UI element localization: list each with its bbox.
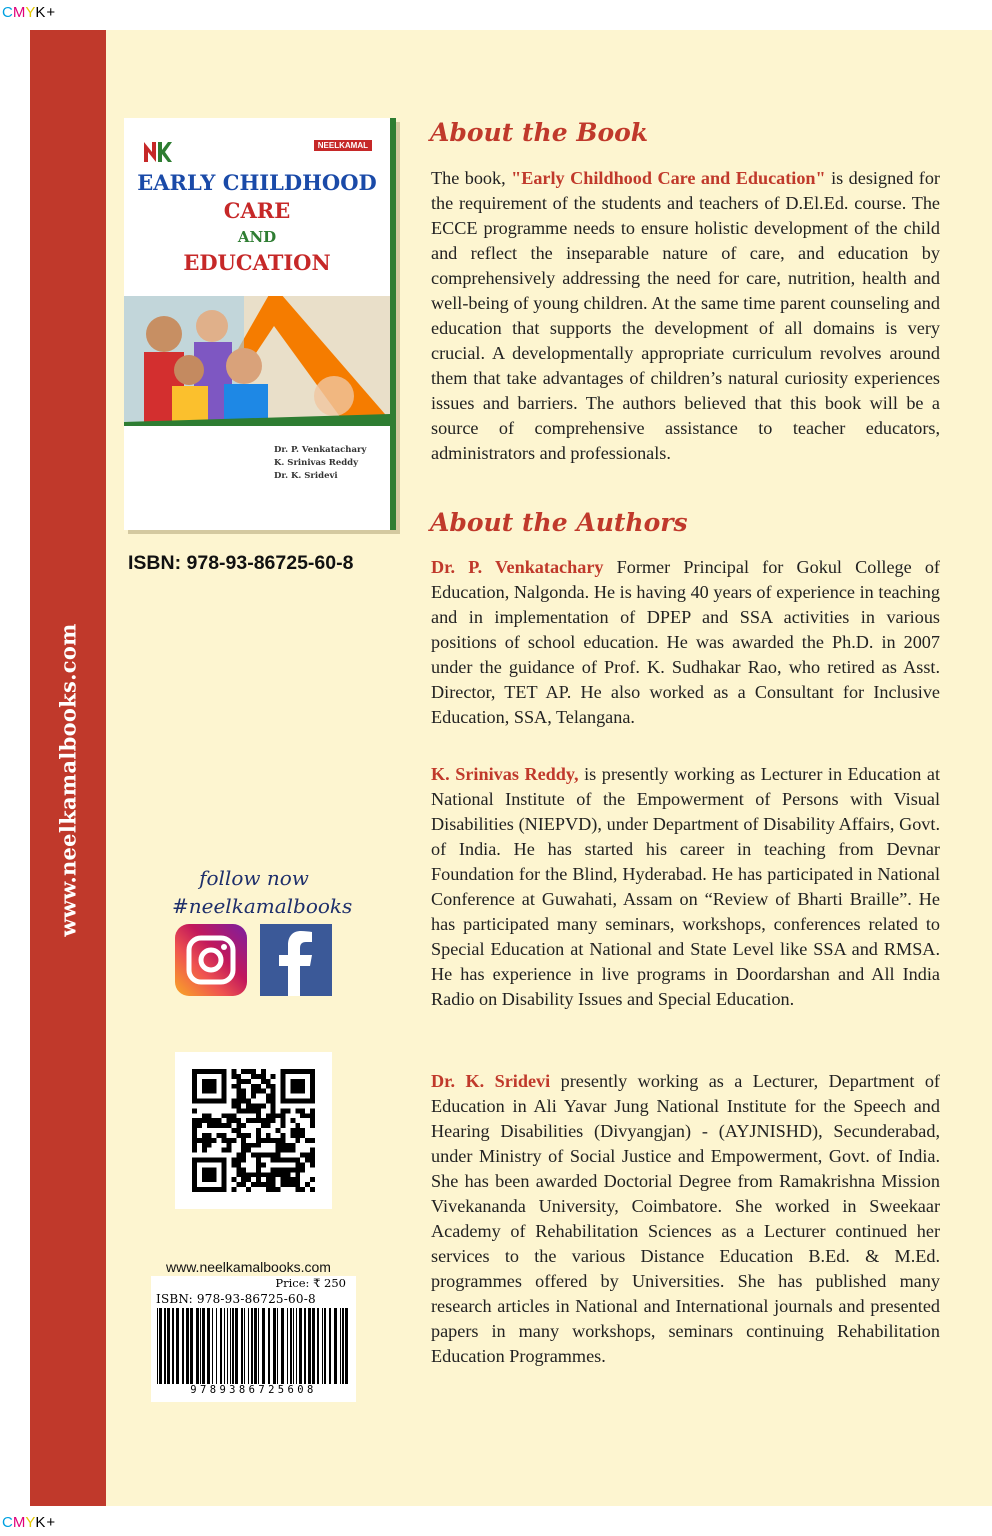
cover-author: K. Srinivas Reddy <box>274 458 359 468</box>
instagram-icon <box>175 924 247 996</box>
cover-title-line4: EDUCATION <box>183 250 331 275</box>
barcode-isbn: ISBN: 978-93-86725-60-8 <box>156 1292 316 1306</box>
author-name: K. Srinivas Reddy, <box>431 764 579 784</box>
book-cover-thumbnail <box>124 118 396 530</box>
follow-block <box>172 864 353 920</box>
registration-mark-top <box>2 4 55 22</box>
book-title-quote: "Early Childhood Care and Education" <box>511 168 826 188</box>
cover-author: Dr. P. Venkatachary <box>274 445 367 455</box>
price-label: Price: ₹ 250 <box>275 1276 346 1290</box>
reg-c: C <box>2 4 13 21</box>
registration-mark-bottom <box>2 1514 55 1532</box>
author-bio-text: is presently working as Lecturer in Education at National Institute of the Empowerment of Persons with Visual Disabilities (NIEPVD), under Department of Disability Affairs, Govt. of India. He has started his career in teaching from Devnar Foundation for the Blind, Hyderabad. He has participated in National Conference at Guwahati, Assam on “Review of Bharti Braille”. He has participated many seminars, workshops, conferences related to Special Education at National and State Level like SSA and RMSA. He has experience in live programs in Doordarshan and All India Radio on Disability Issues and Special Education. <box>431 764 940 1009</box>
spine-website-url: www.neelkamalbooks.com <box>55 623 81 937</box>
cover-children-photo <box>124 296 390 426</box>
author-name: Dr. P. Venkatachary <box>431 557 604 577</box>
reg-y: Y <box>25 4 36 21</box>
crosshair-mark: + <box>46 4 56 21</box>
author-name: Dr. K. Sridevi <box>431 1071 551 1091</box>
qr-code <box>175 1052 332 1209</box>
cover-authors-list <box>274 444 366 483</box>
isbn-label: ISBN: 978-93-86725-60-8 <box>128 552 354 574</box>
reg-y: Y <box>25 1514 36 1531</box>
author-bio <box>431 762 940 1012</box>
about-book-text <box>431 166 940 466</box>
author-bio <box>431 1069 940 1369</box>
cover-title-line1: EARLY CHILDHOOD <box>137 170 377 195</box>
barcode-box <box>151 1276 356 1402</box>
reg-m: M <box>12 1514 26 1531</box>
neelkamal-logo-icon <box>142 138 172 164</box>
crosshair-mark: + <box>46 1514 56 1531</box>
cover-edge-stripe <box>390 118 396 530</box>
barcode-bars <box>151 1308 356 1384</box>
reg-k: K <box>35 4 46 21</box>
barcode-website-url: www.neelkamalbooks.com <box>166 1259 331 1275</box>
cover-title-line3: AND <box>237 228 277 246</box>
author-bio-text: Former Principal for Gokul College of Education, Nalgonda. He is having 40 years of experience in teaching and in implementation of DPEP and SSA activities in various positions of school education. He was awarded the Ph.D. in 2007 under the guidance of Prof. K. Sudhakar Rao, who retired as Asst. Director, TET AP. He also worked as a Consultant for Inclusive Education, SSA, Telangana. <box>431 557 940 727</box>
about-book-heading: About the Book <box>430 118 649 147</box>
follow-now-text: follow now <box>199 866 309 890</box>
cover-title-line2: CARE <box>223 198 291 223</box>
barcode-digits: 9789386725608 <box>190 1384 317 1396</box>
reg-c: C <box>2 1514 13 1531</box>
author-bio <box>431 555 940 730</box>
about-book-body: is designed for the requirement of the students and teachers of D.El.Ed. course. The ECCE programme needs to ensure holistic development of the child and reflect the inseparable nature of care, and education by comprehensively addressing the need for care, nutrition, health and well-being of young children. At the same time parent counseling and education that supports the development of all domains is very crucial. A developmentally appropriate curriculum revolves around them that take advantages of children’s natural curiosity experiences issues and barriers. The authors believed that this book will be a source of comprehensive assistance to teacher educators, administrators and professionals. <box>431 168 940 463</box>
hashtag-text: #neelkamalbooks <box>172 894 353 918</box>
reg-k: K <box>35 1514 46 1531</box>
reg-m: M <box>12 4 26 21</box>
author-bio-text: presently working as a Lecturer, Department of Education in Ali Yavar Jung National Institute for the Speech and Hearing Disabilities (Divyangjan) - (AYJNISHD), Secunderabad, under Ministry of Social Justice and Empowerment, Govt. of India. She has been awarded Doctorial Degree from Ramakrishna Mission Vivekananda University, Coimbatore. She worked in Sweekaar Academy of Rehabilitation Sciences as a Lecturer continued her services to the various Distance Education B.Ed. & M.Ed. programmes offered by Universities. She has published many research articles in National and International journals and presented papers in many workshops, seminars continuing Rehabilitation Education Programmes. <box>431 1071 940 1366</box>
facebook-icon <box>260 924 332 996</box>
about-authors-heading: About the Authors <box>430 508 688 537</box>
cover-author: Dr. K. Sridevi <box>274 471 338 481</box>
about-book-pre: The book, <box>431 168 512 188</box>
cover-brand-badge: NEELKAMAL <box>314 140 372 151</box>
